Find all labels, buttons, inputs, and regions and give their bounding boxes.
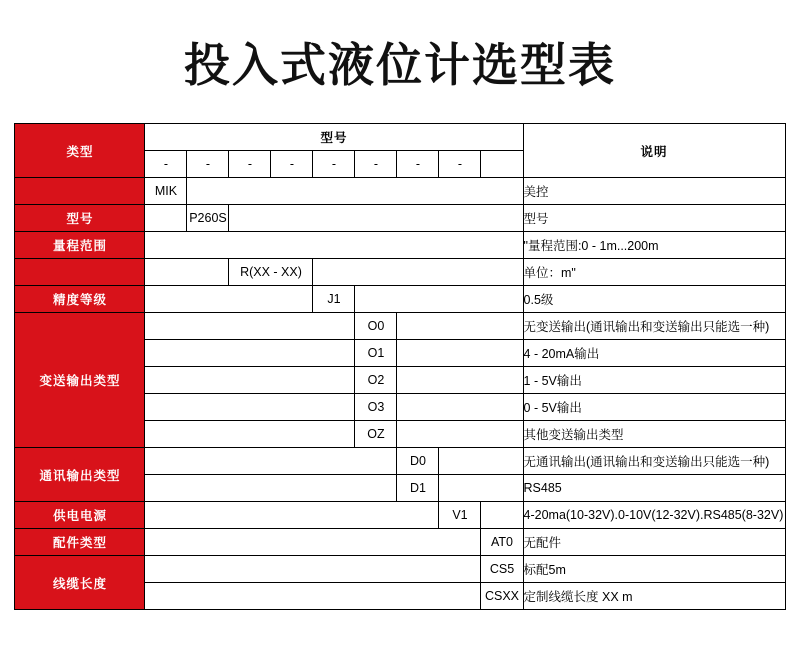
code-cell-o1: O1 (355, 340, 397, 367)
blank-cells (397, 394, 523, 421)
category-cell-model: 型号 (15, 205, 145, 232)
code-cell-o0: O0 (355, 313, 397, 340)
code-cell-mik: MIK (145, 178, 187, 205)
blank-cells (355, 286, 523, 313)
blank-cells (145, 556, 481, 583)
header-category-label: 类型 (15, 124, 145, 178)
blank-cells (397, 313, 523, 340)
code-cell-p260s: P260S (187, 205, 229, 232)
desc-cell-p260s: 型号 (523, 205, 785, 232)
code-cell-csxx: CSXX (481, 583, 523, 610)
header-description-label: 说明 (523, 124, 785, 178)
code-cell-rxx: R(XX - XX) (229, 259, 313, 286)
table-row (15, 448, 785, 475)
blank-cells (145, 367, 355, 394)
category-cell-output-type: 变送输出类型 (15, 313, 145, 448)
desc-cell-range-1: "量程范围:0 - 1m...200m (523, 232, 785, 259)
blank-cells (145, 529, 481, 556)
blank-cell (481, 502, 523, 529)
category-cell-range: 量程范围 (15, 232, 145, 259)
blank-cells (187, 178, 523, 205)
page-title: 投入式液位计选型表 (184, 38, 616, 92)
table-row (15, 286, 785, 313)
code-cell-v1: V1 (439, 502, 481, 529)
category-cell-comm-type: 通讯输出类型 (15, 448, 145, 502)
table-row (15, 259, 785, 286)
desc-cell-o0: 无变送输出(通讯输出和变送输出只能选一种) (523, 313, 785, 340)
table-row (15, 232, 785, 259)
dash-cell-5: - (313, 151, 355, 178)
desc-cell-o3: 0 - 5V输出 (523, 394, 785, 421)
dash-cell-7: - (397, 151, 439, 178)
dash-cell-4: - (271, 151, 313, 178)
category-cell-accessory-type: 配件类型 (15, 529, 145, 556)
table-row (15, 178, 785, 205)
dash-cell-2: - (187, 151, 229, 178)
blank-cells (145, 340, 355, 367)
blank-cells (229, 205, 523, 232)
blank-cell (145, 205, 187, 232)
category-cell-accuracy-label: 精度等级 (15, 286, 145, 313)
code-cell-d0: D0 (397, 448, 439, 475)
table-row (15, 556, 785, 583)
table-row (15, 313, 785, 340)
desc-cell-j1: 0.5级 (523, 286, 785, 313)
blank-cells (145, 583, 481, 610)
table-header-row-model (15, 124, 785, 151)
desc-cell-o1: 4 - 20mA输出 (523, 340, 785, 367)
blank-cells (397, 367, 523, 394)
dash-cell-9 (481, 151, 523, 178)
code-cell-at0: AT0 (481, 529, 523, 556)
table-row (15, 205, 785, 232)
desc-cell-d0: 无通讯输出(通讯输出和变送输出只能选一种) (523, 448, 785, 475)
header-model-label: 型号 (145, 124, 523, 151)
desc-cell-csxx: 定制线缆长度 XX m (523, 583, 785, 610)
code-cell-j1: J1 (313, 286, 355, 313)
desc-cell-mik: 美控 (523, 178, 785, 205)
desc-cell-cs5: 标配5m (523, 556, 785, 583)
code-cell-o2: O2 (355, 367, 397, 394)
selection-table (14, 123, 785, 610)
desc-cell-at0: 无配件 (523, 529, 785, 556)
blank-cells (145, 448, 397, 475)
code-cell-cs5: CS5 (481, 556, 523, 583)
dash-cell-6: - (355, 151, 397, 178)
desc-cell-range-2: 单位：m" (523, 259, 785, 286)
blank-cells (397, 340, 523, 367)
dash-cell-1: - (145, 151, 187, 178)
dash-cell-3: - (229, 151, 271, 178)
blank-cells (145, 502, 439, 529)
dash-cell-8: - (439, 151, 481, 178)
blank-cells (145, 286, 313, 313)
blank-cells (145, 232, 523, 259)
desc-cell-v1: 4-20ma(10-32V).0-10V(12-32V).RS485(8-32V) (523, 502, 785, 529)
blank-cells (145, 421, 355, 448)
blank-cells (439, 448, 523, 475)
table-row (15, 502, 785, 529)
code-cell-d1: D1 (397, 475, 439, 502)
blank-cells (397, 421, 523, 448)
category-cell-cable-length: 线缆长度 (15, 556, 145, 610)
category-cell-type-blank (15, 178, 145, 205)
code-cell-oz: OZ (355, 421, 397, 448)
blank-cells (313, 259, 523, 286)
blank-cells (439, 475, 523, 502)
blank-cells (145, 259, 229, 286)
desc-cell-oz: 其他变送输出类型 (523, 421, 785, 448)
desc-cell-d1: RS485 (523, 475, 785, 502)
category-cell-accuracy (15, 259, 145, 286)
desc-cell-o2: 1 - 5V输出 (523, 367, 785, 394)
code-cell-o3: O3 (355, 394, 397, 421)
blank-cells (145, 313, 355, 340)
table-row (15, 529, 785, 556)
blank-cells (145, 394, 355, 421)
blank-cells (145, 475, 397, 502)
category-cell-power-supply: 供电电源 (15, 502, 145, 529)
